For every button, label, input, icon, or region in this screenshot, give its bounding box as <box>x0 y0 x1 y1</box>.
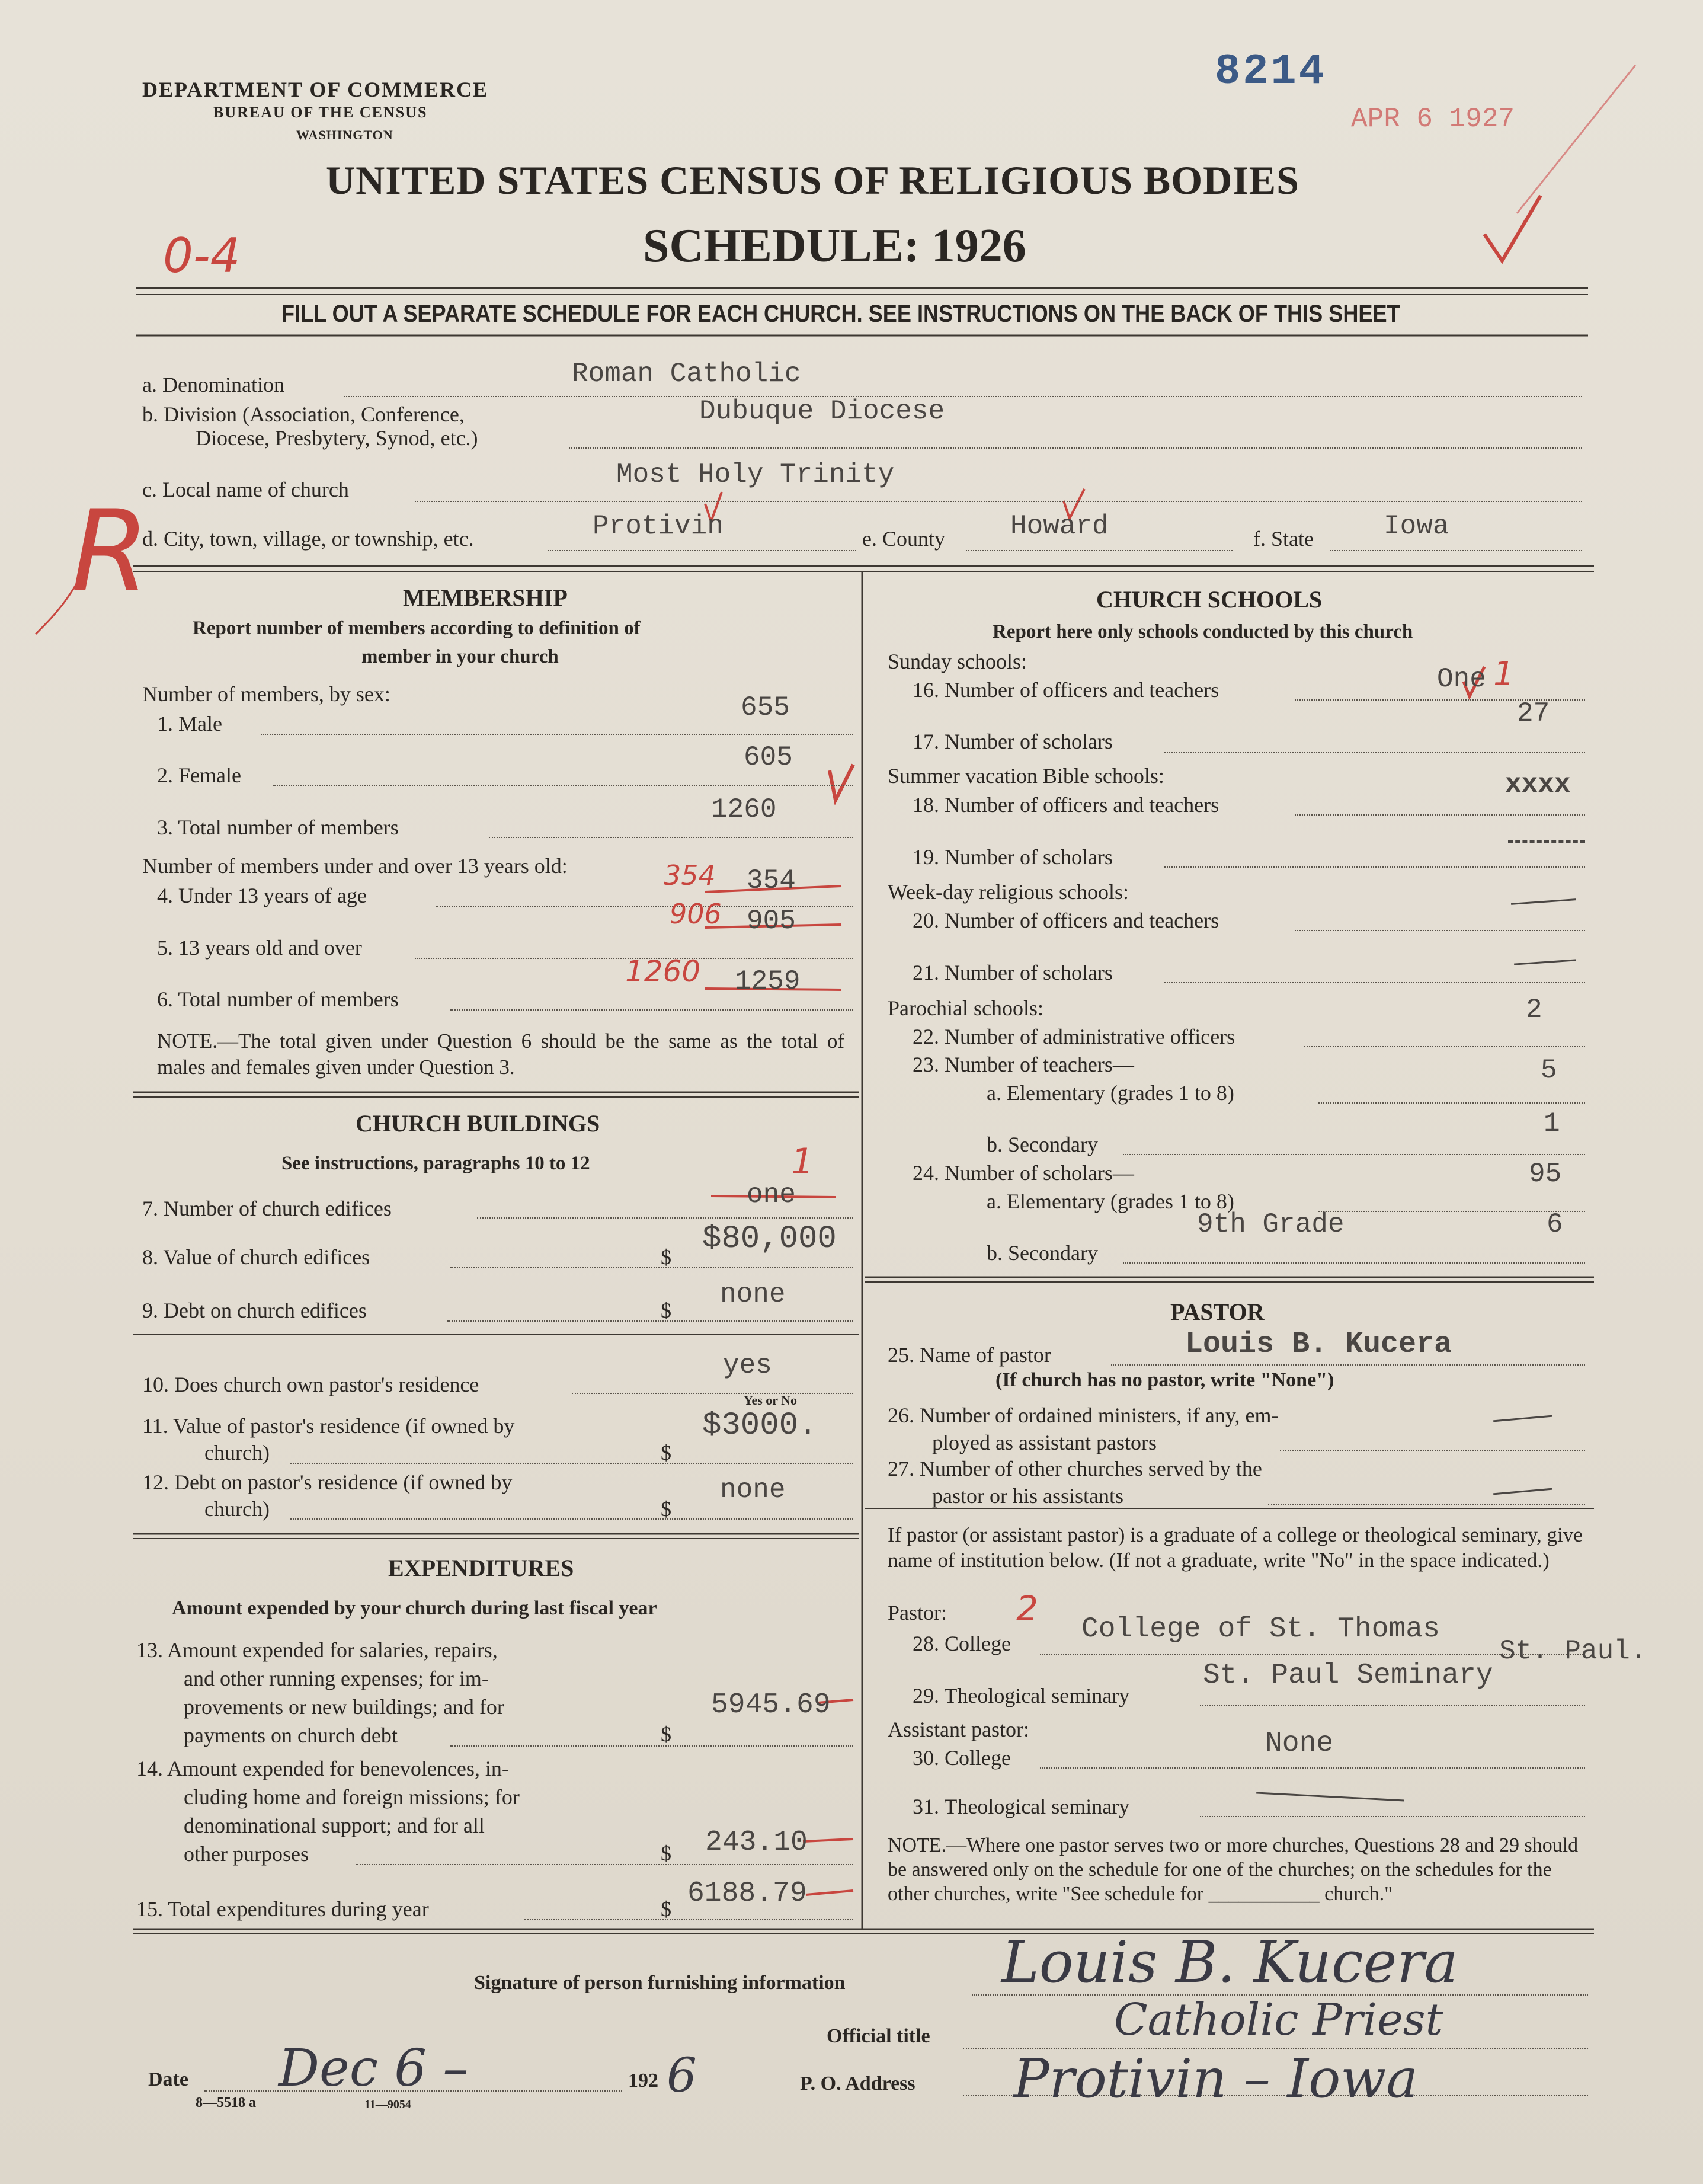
q30-value: None <box>1265 1728 1334 1760</box>
instruction-banner: FILL OUT A SEPARATE SCHEDULE FOR EACH CHURCH. SEE INSTRUCTIONS ON THE BACK OF THIS SHEET <box>281 299 1400 327</box>
q8-value: $80,000 <box>702 1221 837 1257</box>
official-title-value: Catholic Priest <box>1114 1994 1443 2045</box>
local-name-value: Most Holy Trinity <box>616 459 895 490</box>
yes-or-no-caption: Yes or No <box>744 1393 798 1408</box>
q11-label-2: church) <box>204 1441 270 1464</box>
q25-note: (If church has no pastor, write "None") <box>995 1369 1334 1391</box>
q7-typed: one <box>747 1179 796 1210</box>
margin-note: 0-4 <box>163 228 241 283</box>
official-title-label: Official title <box>827 2025 930 2047</box>
pastor-hand-mark: 2 <box>1016 1588 1038 1629</box>
state-label: f. State <box>1253 527 1314 551</box>
total6-typed: 1259 <box>735 966 801 997</box>
pastor-note: NOTE.—Where one pastor serves two or more churches, Questions 28 and 29 should be answered only on the schedule for one of the churches; on the schedules for the other churches, write "See schedule for ___________ church." <box>888 1834 1579 1905</box>
q25-value: Louis B. Kucera <box>1185 1328 1452 1361</box>
q31-label: 31. Theological seminary <box>913 1795 1130 1818</box>
q9-dollar: $ <box>661 1299 671 1322</box>
membership-heading: MEMBERSHIP <box>403 584 568 611</box>
bureau-name: BUREAU OF THE CENSUS <box>213 104 428 121</box>
po-address-value: Protivin – Iowa <box>1013 2048 1418 2110</box>
q18-value: xxxx <box>1505 769 1571 800</box>
q23b-label: b. Secondary <box>987 1133 1098 1156</box>
total-value: 1260 <box>711 794 777 825</box>
q24b-label: b. Secondary <box>987 1241 1098 1265</box>
q9-value: none <box>720 1279 786 1310</box>
q27-label: 27. Number of other churches served by the pastor or his assistants <box>888 1457 1262 1508</box>
q25-label: 25. Name of pastor <box>888 1343 1051 1367</box>
form-title: UNITED STATES CENSUS OF RELIGIOUS BODIES <box>326 158 1299 203</box>
q28-value: College of St. Thomas <box>1081 1613 1440 1645</box>
under13-typed: 354 <box>747 865 796 896</box>
male-value: 655 <box>741 692 790 723</box>
schedule-title: SCHEDULE: 1926 <box>643 220 1026 272</box>
schools-sub: Report here only schools conducted by this church <box>993 621 1413 642</box>
assistant-label: Assistant pastor: <box>888 1718 1029 1741</box>
q11-dollar: $ <box>661 1441 671 1464</box>
serial-number: 8214 <box>1215 47 1327 96</box>
q26-label: 26. Number of ordained ministers, if any, em- ployed as assistant pastors <box>888 1403 1279 1454</box>
male-label: 1. Male <box>157 712 222 736</box>
q20-label: 20. Number of officers and teachers <box>913 909 1219 932</box>
q12-label-2: church) <box>204 1497 270 1521</box>
over13-typed: 905 <box>747 906 796 936</box>
q28-extra: St. Paul. <box>1499 1636 1647 1667</box>
pastor-sub-label: Pastor: <box>888 1601 947 1625</box>
q17-label: 17. Number of scholars <box>913 730 1113 753</box>
q23b-value: 1 <box>1544 1108 1560 1139</box>
age-intro: Number of members under and over 13 years old: <box>142 854 568 878</box>
under13-label: 4. Under 13 years of age <box>157 884 367 907</box>
q13-dollar: $ <box>661 1722 671 1746</box>
date-label: Date <box>148 2068 188 2090</box>
q24b-value: 6 <box>1547 1209 1563 1240</box>
q17-value: 27 <box>1517 698 1550 729</box>
print-number: 11—9054 <box>364 2098 411 2111</box>
over13-hand: 906 <box>670 898 722 930</box>
q19-label: 19. Number of scholars <box>913 845 1113 869</box>
margin-mark: R <box>71 486 150 617</box>
denomination-label: a. Denomination <box>142 373 284 396</box>
q24a-label: a. Elementary (grades 1 to 8) <box>987 1189 1234 1213</box>
q16-label: 16. Number of officers and teachers <box>913 678 1219 702</box>
buildings-heading: CHURCH BUILDINGS <box>356 1110 600 1137</box>
q23a-label: a. Elementary (grades 1 to 8) <box>987 1081 1234 1105</box>
q18-label: 18. Number of officers and teachers <box>913 793 1219 817</box>
total6-label: 6. Total number of members <box>157 987 399 1011</box>
division-label: b. Division (Association, Conference, <box>142 402 465 426</box>
q16-typed: One <box>1437 664 1486 695</box>
q10-label: 10. Does church own pastor's residence <box>142 1373 479 1396</box>
membership-note: NOTE.—The total given under Question 6 should be the same as the total of males and females given under Question 3. <box>157 1029 844 1079</box>
denomination-value: Roman Catholic <box>572 359 801 389</box>
city-name: WASHINGTON <box>296 127 393 142</box>
q15-value: 6188.79 <box>687 1878 807 1910</box>
membership-sub1: Report number of members according to definition of <box>193 618 641 639</box>
year-prefix: 192 <box>628 2070 658 2092</box>
q21-label: 21. Number of scholars <box>913 961 1113 984</box>
department-name: DEPARTMENT OF COMMERCE <box>142 78 489 101</box>
parochial-label: Parochial schools: <box>888 996 1043 1020</box>
signature-label: Signature of person furnishing information <box>474 1972 846 1994</box>
q30-label: 30. College <box>913 1746 1011 1770</box>
expenditures-sub: Amount expended by your church during last fiscal year <box>172 1597 657 1619</box>
buildings-sub: See instructions, paragraphs 10 to 12 <box>281 1153 590 1174</box>
q23a-value: 5 <box>1541 1055 1557 1086</box>
q22-label: 22. Number of administrative officers <box>913 1025 1235 1048</box>
expenditures-heading: EXPENDITURES <box>388 1555 574 1581</box>
q19-dash <box>1508 840 1585 843</box>
signature-value: Louis B. Kucera <box>1001 1929 1458 1996</box>
q7-label: 7. Number of church edifices <box>142 1197 392 1220</box>
q14-label: 14. Amount expended for benevolences, in- cluding home and foreign missions; for denominational support; and for all other purposes <box>136 1757 520 1866</box>
pastor-heading: PASTOR <box>1170 1299 1265 1325</box>
q16-hand: 1 <box>1493 655 1515 693</box>
division-label-2: Diocese, Presbytery, Synod, etc.) <box>196 426 478 450</box>
q12-value: none <box>720 1475 786 1505</box>
q22-value: 2 <box>1526 995 1542 1025</box>
q29-value: St. Paul Seminary <box>1203 1659 1493 1691</box>
check-mark-icon <box>830 765 853 800</box>
under13-hand: 354 <box>664 859 716 891</box>
q8-label: 8. Value of church edifices <box>142 1245 370 1269</box>
over13-label: 5. 13 years old and over <box>157 936 362 960</box>
county-label: e. County <box>862 527 945 551</box>
membership-sub2: member in your church <box>361 646 559 667</box>
q14-value: 243.10 <box>705 1827 808 1859</box>
total-label: 3. Total number of members <box>157 816 399 839</box>
q13-value: 5945.69 <box>711 1689 831 1721</box>
weekday-label: Week-day religious schools: <box>888 880 1129 904</box>
q8-dollar: $ <box>661 1245 671 1269</box>
form-number: 8—5518 a <box>196 2095 256 2111</box>
year-suffix: 6 <box>667 2048 697 2103</box>
q28-label: 28. College <box>913 1632 1011 1655</box>
schools-heading: CHURCH SCHOOLS <box>1096 586 1323 613</box>
q23-label: 23. Number of teachers— <box>913 1053 1134 1076</box>
local-name-label: c. Local name of church <box>142 478 349 501</box>
q12-dollar: $ <box>661 1497 671 1521</box>
city-value: Protivin <box>593 511 724 542</box>
received-stamp: APR 6 1927 <box>1351 104 1515 135</box>
division-value: Dubuque Diocese <box>699 396 945 427</box>
q24-grade: 9th Grade <box>1197 1209 1345 1240</box>
sunday-label: Sunday schools: <box>888 650 1027 673</box>
q9-label: 9. Debt on church edifices <box>142 1299 367 1322</box>
check-mark-icon <box>1484 196 1541 261</box>
q15-dollar: $ <box>661 1897 671 1921</box>
date-value: Dec 6 – <box>279 2039 469 2098</box>
q11-label: 11. Value of pastor's residence (if owned by <box>142 1414 515 1438</box>
by-sex-label: Number of members, by sex: <box>142 682 390 706</box>
county-value: Howard <box>1010 511 1109 542</box>
state-value: Iowa <box>1384 511 1449 542</box>
q13-label: 13. Amount expended for salaries, repairs, and other running expenses; for im- provements or new buildings; and for payments on church debt <box>136 1638 504 1747</box>
city-label: d. City, town, village, or township, etc. <box>142 527 474 551</box>
summer-label: Summer vacation Bible schools: <box>888 764 1164 788</box>
q15-label: 15. Total expenditures during year <box>136 1897 429 1921</box>
q29-label: 29. Theological seminary <box>913 1684 1130 1707</box>
q11-value: $3000. <box>702 1408 818 1444</box>
female-label: 2. Female <box>157 763 241 787</box>
q24a-value: 95 <box>1529 1159 1562 1189</box>
po-address-label: P. O. Address <box>800 2073 915 2095</box>
graduate-note: If pastor (or assistant pastor) is a graduate of a college or theological seminary, give name of institution below. (If not a graduate, write "No" in the space indicated.) <box>888 1523 1583 1572</box>
q24-label: 24. Number of scholars— <box>913 1161 1134 1185</box>
total6-hand: 1260 <box>625 954 701 989</box>
q14-dollar: $ <box>661 1841 671 1865</box>
female-value: 605 <box>744 742 793 773</box>
q12-label: 12. Debt on pastor's residence (if owned by <box>142 1470 513 1494</box>
q10-value: yes <box>723 1350 772 1381</box>
q7-hand: 1 <box>791 1141 814 1182</box>
